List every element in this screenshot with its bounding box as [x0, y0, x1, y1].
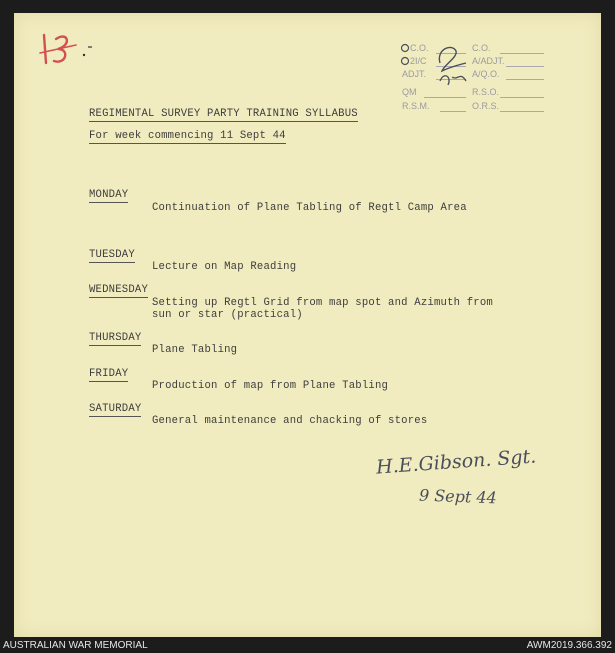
stamp-label: A/ADJT. [472, 56, 505, 66]
day-label-tuesday: TUESDAY [89, 249, 135, 261]
stamp-label: QM [402, 87, 417, 97]
stamp-initials-icon [400, 41, 550, 131]
corner-mark [36, 25, 96, 80]
day-label-thursday: THURSDAY [89, 332, 142, 344]
stamp-label: R.S.M. [402, 101, 430, 111]
day-activity: sun or star (practical) [152, 309, 303, 321]
document-title: REGIMENTAL SURVEY PARTY TRAINING SYLLABUS [89, 108, 358, 120]
footer-source: AUSTRALIAN WAR MEMORIAL [3, 640, 148, 651]
day-label-friday: FRIDAY [89, 368, 129, 380]
stamp-label: C.O. [410, 43, 429, 53]
day-activity: Continuation of Plane Tabling of Regtl Camp Area [152, 202, 467, 214]
routing-stamp [400, 41, 550, 131]
signature-date: 9 Sept 44 [418, 485, 498, 508]
stamp-label: ADJT. [402, 69, 427, 79]
day-activity: Production of map from Plane Tabling [152, 380, 389, 392]
day-activity: General maintenance and chacking of stores [152, 415, 428, 427]
day-label-saturday: SATURDAY [89, 403, 142, 415]
stamp-label: A/Q.O. [472, 69, 500, 79]
day-activity: Lecture on Map Reading [152, 261, 297, 273]
stamp-label: 2I/C [410, 56, 427, 66]
red-pencil-mark [36, 25, 96, 75]
stamp-label: C.O. [472, 43, 491, 53]
signature: H.E.Gibson. Sgt. [375, 445, 537, 479]
document-subtitle: For week commencing 11 Sept 44 [89, 130, 286, 142]
stamp-label: R.S.O. [472, 87, 500, 97]
stamp-label: O.R.S. [472, 101, 500, 111]
document-page [14, 13, 601, 637]
day-activity: Setting up Regtl Grid from map spot and Azimuth from [152, 297, 493, 309]
day-label-wednesday: WEDNESDAY [89, 284, 149, 296]
day-activity: Plane Tabling [152, 344, 238, 356]
footer-accession-number: AWM2019.366.392 [526, 640, 612, 651]
day-label-monday: MONDAY [89, 189, 129, 201]
